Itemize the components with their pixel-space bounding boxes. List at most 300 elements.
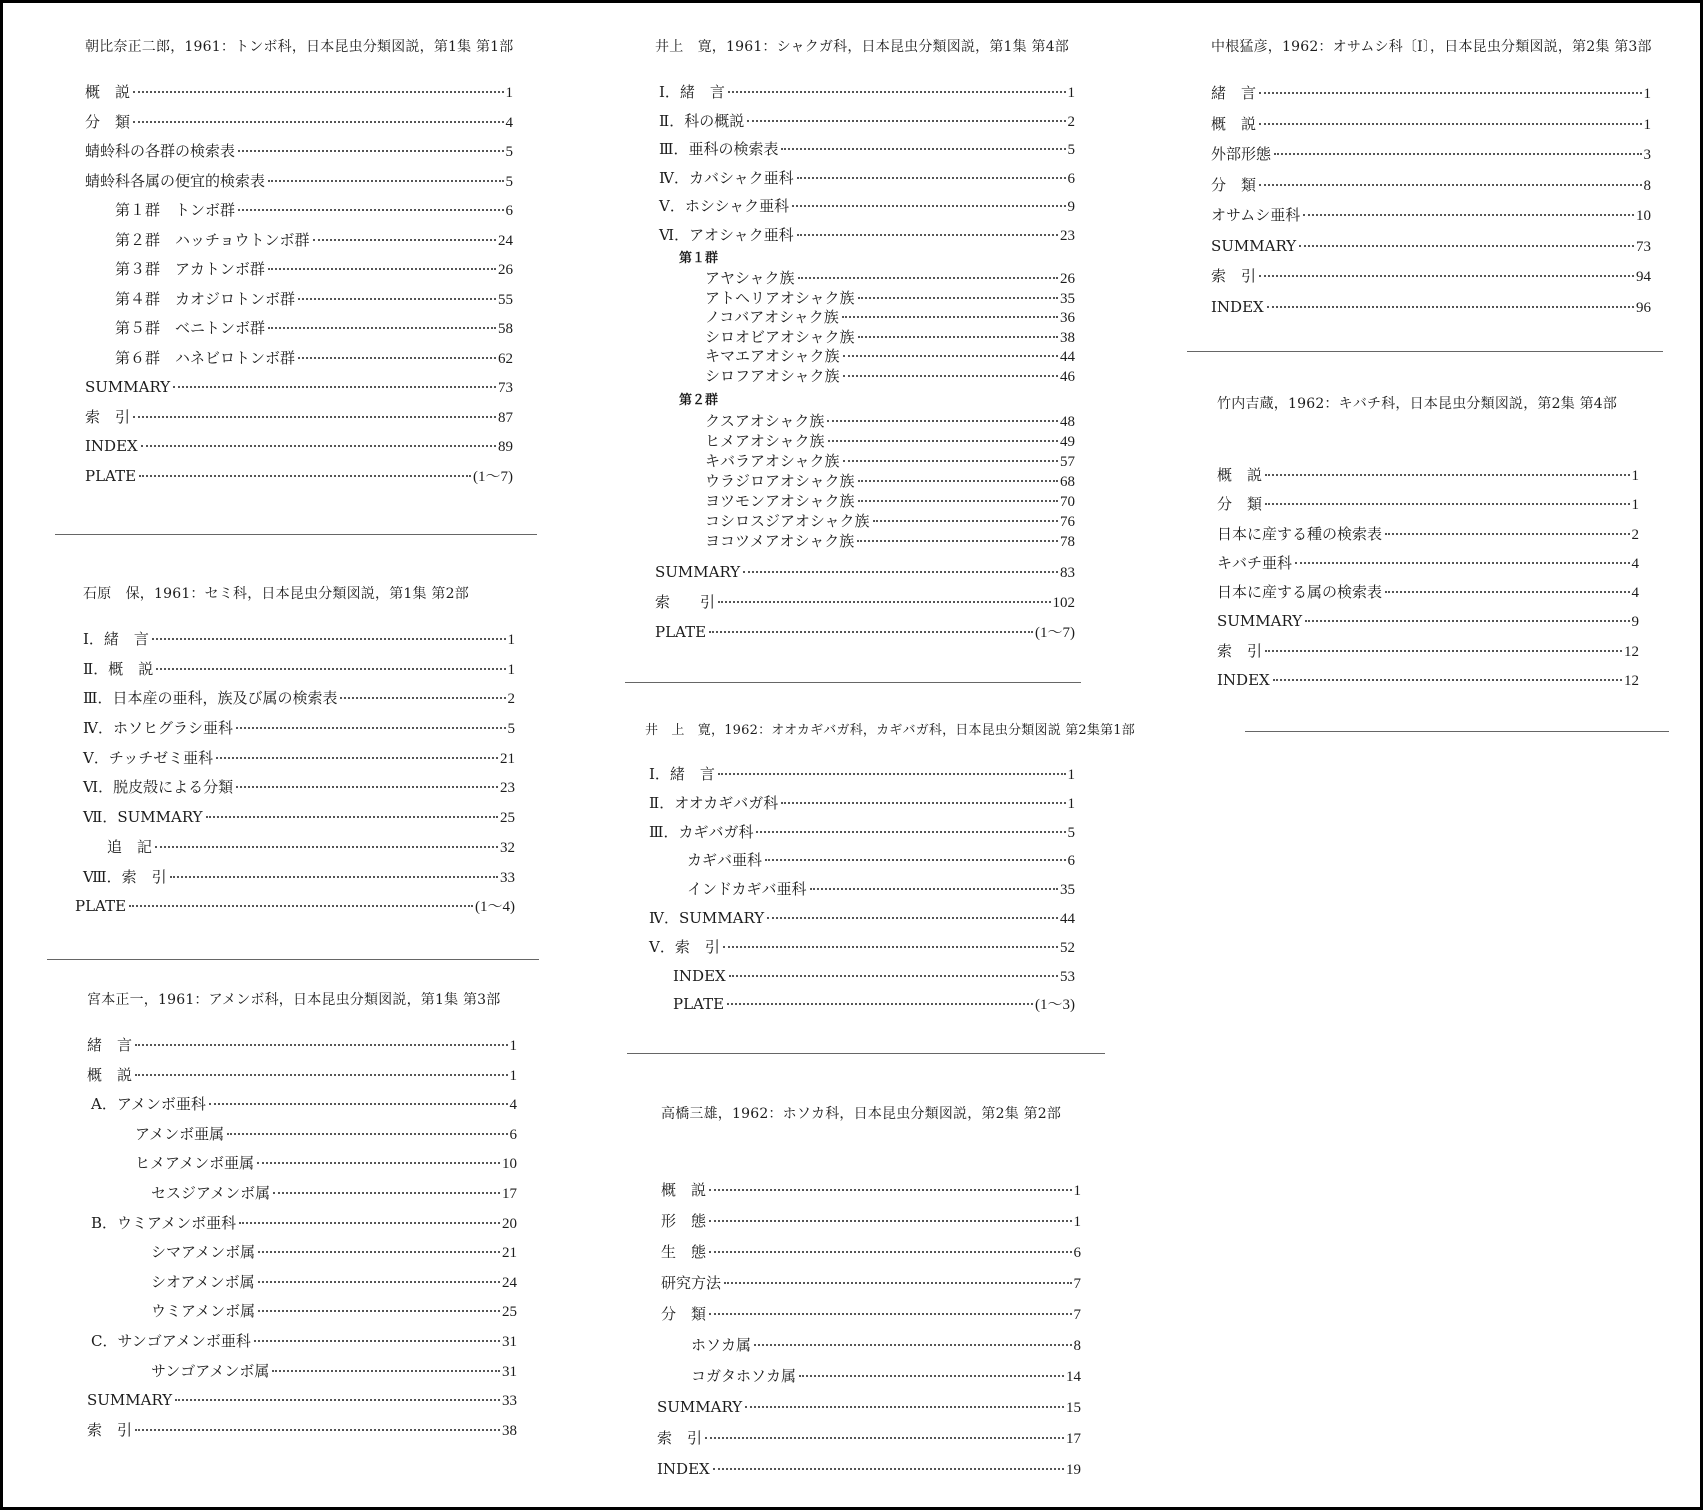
entry-page-number: 73 <box>498 380 513 396</box>
entry-page-number: 8 <box>1073 1338 1081 1354</box>
entry-label: Ⅵ．アオシャク亜科 <box>659 225 794 244</box>
dot-leader <box>756 831 1065 833</box>
entry-label: Ⅱ．概 説 <box>83 659 154 678</box>
divider-rule <box>55 534 537 535</box>
dot-leader <box>797 177 1066 179</box>
dot-leader <box>858 500 1058 502</box>
entry-label: コガタホソカ属 <box>691 1367 797 1385</box>
entry-page-number: 38 <box>1060 329 1075 346</box>
entry-label: 緒 言 <box>87 1036 133 1054</box>
toc-entry <box>645 990 1075 1019</box>
toc-header: 高橋三雄，1962：ホソカ科，日本昆虫分類図説，第2集 第2部 <box>661 1106 1062 1122</box>
toc-entry <box>85 137 513 167</box>
toc-entry <box>645 933 1075 962</box>
dot-leader <box>792 205 1065 207</box>
dot-leader <box>1265 474 1629 476</box>
dot-leader <box>1265 650 1622 652</box>
entry-page-number: 55 <box>498 291 513 308</box>
dot-leader <box>747 120 1065 122</box>
entry-page-number: 20 <box>502 1215 517 1232</box>
dot-leader <box>729 975 1058 977</box>
entry-label: ヨコツメアオシャク族 <box>705 531 855 550</box>
divider-rule <box>627 1053 1105 1054</box>
group-heading-1: 第１群 <box>679 251 719 266</box>
entry-label: Ⅰ．緒 言 <box>83 630 149 648</box>
dot-leader <box>313 239 496 241</box>
dot-leader <box>718 601 1050 603</box>
toc-header: 宮本正一，1961：アメンボ科，日本昆虫分類図説，第1集 第3部 <box>87 992 501 1008</box>
entry-page-number: 1 <box>1067 767 1075 783</box>
entry-label: シロオビアオシャク族 <box>705 327 855 346</box>
toc-entry <box>1211 109 1651 140</box>
entry-label: シマアメンボ属 <box>151 1243 256 1262</box>
dot-leader <box>728 91 1066 93</box>
toc-entry <box>87 1357 517 1387</box>
entry-label: Ⅳ．SUMMARY <box>649 908 765 927</box>
entry-page-number: 33 <box>500 869 515 886</box>
toc-entry <box>655 617 1075 647</box>
toc-entry <box>655 221 1075 250</box>
dot-leader <box>238 150 503 152</box>
dot-leader <box>843 460 1058 462</box>
entry-page-number: 1 <box>1631 468 1639 484</box>
group-heading-2: 第２群 <box>679 392 719 408</box>
dot-leader <box>1385 591 1629 593</box>
toc-entry <box>83 625 515 655</box>
dot-leader <box>257 1162 500 1164</box>
dot-leader <box>1299 245 1634 247</box>
entry-page-number: 70 <box>1060 493 1075 510</box>
entry-page-number: 76 <box>1060 513 1075 530</box>
toc-entry <box>645 904 1075 933</box>
toc-entry <box>85 462 513 492</box>
toc-entry <box>75 892 515 922</box>
toc-entry <box>655 411 1075 431</box>
toc-entry <box>655 192 1075 221</box>
entry-page-number: 62 <box>498 350 513 367</box>
entry-label: ホソカ属 <box>691 1336 752 1354</box>
toc-entry <box>655 107 1075 136</box>
toc-entry <box>655 269 1075 289</box>
dot-leader <box>156 668 505 670</box>
entry-label: 生 態 <box>661 1243 707 1261</box>
entry-page-number: 4 <box>1631 555 1639 572</box>
entry-page-number: 48 <box>1060 413 1075 430</box>
entry-label: 分 類 <box>85 112 131 131</box>
dot-leader <box>827 420 1058 422</box>
entry-label: アヤシャク族 <box>705 269 795 287</box>
toc-entry <box>655 431 1075 451</box>
toc-entry <box>655 347 1075 367</box>
entry-page-number: 9 <box>1067 199 1075 215</box>
toc-entry <box>661 1175 1081 1206</box>
entry-page-number: 26 <box>1060 271 1075 287</box>
entry-label: Ⅷ．索 引 <box>83 867 167 886</box>
dot-leader <box>743 571 1058 573</box>
entry-label: Ⅰ．緒 言 <box>659 83 725 101</box>
dot-leader <box>152 638 506 640</box>
dot-leader <box>709 1313 1071 1315</box>
dot-leader <box>1295 562 1629 564</box>
entry-label: 索 引 <box>657 1429 703 1447</box>
entry-page-number: 2 <box>507 691 515 708</box>
entry-page-number: 24 <box>502 1274 517 1291</box>
entry-label: ヒメアオシャク族 <box>705 431 825 450</box>
toc-entry <box>1217 666 1639 695</box>
dot-leader <box>709 1251 1071 1253</box>
dot-leader <box>258 1251 500 1253</box>
entry-page-number: 2 <box>1631 526 1639 543</box>
toc-entry <box>83 714 515 744</box>
entry-label: Ⅳ．ホソヒグラシ亜科 <box>83 719 233 738</box>
toc-entry <box>645 789 1075 818</box>
toc-entry <box>87 1209 517 1239</box>
dot-leader <box>258 1310 500 1312</box>
toc-header: 朝比奈正二郎，1961：トンボ科，日本昆虫分類図説，第1集 第1部 <box>85 39 514 55</box>
entry-page-number: 102 <box>1052 594 1075 611</box>
toc-entry <box>83 744 515 774</box>
entry-page-number: 87 <box>498 409 513 426</box>
entry-page-number: 3 <box>1643 147 1651 163</box>
dot-leader <box>209 1103 508 1105</box>
dot-leader <box>718 773 1066 775</box>
dot-leader <box>258 1281 500 1283</box>
toc-entry <box>1211 231 1651 262</box>
entry-label: Ⅴ．ホシシャク亜科 <box>659 197 790 215</box>
toc-entry <box>655 289 1075 309</box>
toc-entry <box>661 1299 1081 1330</box>
entry-page-number: 1 <box>1643 116 1651 133</box>
entry-label: 緒 言 <box>1211 84 1257 102</box>
dot-leader <box>754 1344 1071 1346</box>
entry-label: SUMMARY <box>1211 236 1297 255</box>
dot-leader <box>238 209 503 211</box>
toc-entry <box>87 1268 517 1298</box>
entry-page-number: 26 <box>498 262 513 278</box>
entry-label: コシロスジアオシャク族 <box>705 511 870 530</box>
entry-page-number: 2 <box>1067 113 1075 130</box>
dot-leader <box>1259 92 1641 94</box>
entry-label: 第６群 ハネビロトンボ群 <box>115 348 296 367</box>
dot-leader <box>810 888 1058 890</box>
dot-leader <box>765 859 1065 861</box>
entry-label: INDEX <box>657 1460 710 1478</box>
entry-label: PLATE <box>673 995 725 1014</box>
toc-panel-inoue-1961 <box>655 36 1075 647</box>
toc-entry <box>1217 637 1639 666</box>
entry-page-number: 5 <box>1067 142 1075 158</box>
dot-leader <box>798 277 1058 279</box>
entry-label: インドカギバ亜科 <box>687 880 807 899</box>
entry-label: 追 記 <box>107 837 153 856</box>
entry-page-number: 94 <box>1636 269 1651 285</box>
entry-label: Ⅴ．索 引 <box>649 937 720 956</box>
entry-label: 索 引 <box>85 407 131 426</box>
entry-label: PLATE <box>75 897 127 916</box>
entry-label: Ⅵ．脱皮殻による分類 <box>83 778 234 797</box>
entry-label: PLATE <box>655 622 707 641</box>
dot-leader <box>843 355 1058 357</box>
dot-leader <box>129 905 473 907</box>
dot-leader <box>1273 679 1622 681</box>
entry-label: PLATE <box>85 466 137 485</box>
toc-entry <box>645 875 1075 904</box>
entry-label: B．ウミアメンボ亜科 <box>91 1213 237 1232</box>
toc-entry <box>661 1361 1081 1392</box>
entry-label: Ⅲ．亜科の検索表 <box>659 140 779 158</box>
entry-page-number: 44 <box>1060 910 1075 927</box>
entry-label: 概 説 <box>87 1065 133 1084</box>
toc-header: 竹内吉蔵，1962：キバチ科，日本昆虫分類図説，第2集 第4部 <box>1217 396 1618 412</box>
toc-entry <box>85 167 513 197</box>
entry-page-number: 89 <box>498 439 513 455</box>
entry-label: INDEX <box>85 437 138 455</box>
entry-page-number: 7 <box>1073 1307 1081 1323</box>
entry-label: ヒメアメンボ亜属 <box>135 1154 255 1173</box>
entry-label: オサムシ亜科 <box>1211 206 1301 224</box>
entry-page-number: 5 <box>507 721 515 738</box>
toc-entry <box>1217 520 1639 549</box>
dot-leader <box>723 946 1058 948</box>
entry-label: 索 引 <box>87 1420 133 1439</box>
toc-panel-miyamoto <box>87 989 517 1445</box>
entry-label: 研究方法 <box>661 1274 722 1292</box>
toc-entry <box>661 1330 1081 1361</box>
entry-label: キマエアオシャク族 <box>705 347 840 366</box>
toc-entry <box>645 818 1075 847</box>
dot-leader <box>1259 123 1641 125</box>
dot-leader <box>133 91 503 93</box>
divider-rule <box>625 682 1081 683</box>
entry-page-number: 25 <box>502 1304 517 1321</box>
entry-page-number: 21 <box>502 1245 517 1262</box>
entry-label: アメンボ亜属 <box>135 1124 225 1143</box>
dot-leader <box>858 297 1058 299</box>
entry-label: 索 引 <box>1211 267 1257 285</box>
toc-entry <box>655 135 1075 164</box>
dot-leader <box>857 540 1058 542</box>
dot-leader <box>709 631 1033 633</box>
toc-entry <box>83 833 515 863</box>
toc-entry <box>83 684 515 714</box>
dot-leader <box>268 180 503 182</box>
entry-page-number: (1～4) <box>475 899 515 916</box>
entry-label: 第５群 ベニトンボ群 <box>115 319 266 337</box>
dot-leader <box>236 786 498 788</box>
toc-entry <box>87 1179 517 1209</box>
toc-panel-ishihara <box>75 583 515 922</box>
entry-label: 概 説 <box>85 83 131 101</box>
divider-rule <box>1187 351 1663 352</box>
entry-label: キバラアオシャク族 <box>705 451 840 470</box>
toc-entry <box>661 1206 1081 1237</box>
toc-entry <box>657 1454 1081 1485</box>
entry-label: 第３群 アカトンボ群 <box>115 260 265 278</box>
toc-entry <box>645 962 1075 991</box>
entry-page-number: 73 <box>1636 238 1651 255</box>
entry-page-number: 1 <box>1067 85 1075 101</box>
entry-label: 索 引 <box>1217 641 1263 660</box>
toc-entry <box>655 328 1075 348</box>
toc-entry <box>87 1061 517 1091</box>
entry-page-number: 6 <box>1073 1245 1081 1261</box>
dot-leader <box>705 1437 1064 1439</box>
dot-leader <box>340 697 505 699</box>
divider-rule <box>47 959 539 960</box>
entry-page-number: 5 <box>505 144 513 160</box>
entry-label: カギバ亜科 <box>687 851 763 870</box>
entry-page-number: 1 <box>1643 86 1651 102</box>
dot-leader <box>216 757 498 759</box>
toc-entry <box>655 78 1075 107</box>
dot-leader <box>781 148 1065 150</box>
entry-page-number: 21 <box>500 750 515 767</box>
dot-leader <box>713 1468 1064 1470</box>
entry-label: 分 類 <box>1217 495 1263 514</box>
entry-label: INDEX <box>673 966 726 985</box>
toc-entry <box>661 1268 1081 1299</box>
entry-label: 概 説 <box>661 1181 707 1199</box>
entry-label: サンゴアメンボ属 <box>151 1361 270 1380</box>
entry-page-number: 8 <box>1643 177 1651 194</box>
toc-entry <box>655 451 1075 471</box>
dot-leader <box>133 121 503 123</box>
entry-page-number: 23 <box>500 780 515 797</box>
entry-label: 概 説 <box>1217 466 1263 484</box>
dot-leader <box>141 445 496 447</box>
toc-header: 井上 寛，1961：シャクガ科，日本昆虫分類図説，第1集 第4部 <box>655 39 1070 55</box>
entry-page-number: 31 <box>502 1363 517 1380</box>
entry-label: 日本に産する種の検索表 <box>1217 524 1383 543</box>
entry-label: 蜻蛉科各属の便宜的検索表 <box>85 171 266 190</box>
toc-entry <box>85 373 513 403</box>
dot-leader <box>298 298 496 300</box>
entry-page-number: 10 <box>1636 208 1651 224</box>
entry-page-number: 9 <box>1631 614 1639 631</box>
entry-label: INDEX <box>1211 297 1264 316</box>
toc-entry <box>87 1120 517 1150</box>
dot-leader <box>135 1429 500 1431</box>
toc-entry <box>661 1237 1081 1268</box>
dot-leader <box>781 802 1065 804</box>
dot-leader <box>133 416 496 418</box>
entry-label: 分 類 <box>661 1305 707 1323</box>
entry-page-number: 1 <box>1631 497 1639 514</box>
entry-page-number: 44 <box>1060 349 1075 366</box>
entry-page-number: 32 <box>500 839 515 856</box>
toc-entry <box>1211 292 1651 323</box>
toc-entry <box>657 1423 1081 1454</box>
dot-leader <box>873 520 1058 522</box>
entry-label: 蜻蛉科の各群の検索表 <box>85 142 236 160</box>
dot-leader <box>170 876 498 878</box>
dot-leader <box>1385 533 1629 535</box>
entry-page-number: (1～3) <box>1035 997 1075 1014</box>
entry-page-number: 83 <box>1060 564 1075 581</box>
toc-entry <box>1211 170 1651 201</box>
entry-label: アトヘリアオシャク族 <box>705 288 855 307</box>
dot-leader <box>175 1399 500 1401</box>
toc-entry <box>1217 607 1639 636</box>
entry-page-number: 1 <box>1073 1183 1081 1199</box>
toc-entry <box>87 1149 517 1179</box>
toc-entry <box>1211 261 1651 292</box>
toc-panel-asahina <box>85 36 513 491</box>
toc-entry <box>87 1297 517 1327</box>
entry-label: SUMMARY <box>655 562 741 581</box>
toc-entry <box>655 308 1075 328</box>
toc-entry <box>87 1031 517 1061</box>
entry-page-number: 4 <box>1631 585 1639 602</box>
entry-page-number: 19 <box>1066 1462 1081 1478</box>
toc-entry <box>1211 78 1651 109</box>
entry-label: 分 類 <box>1211 175 1257 194</box>
dot-leader <box>254 1340 500 1342</box>
entry-page-number: 1 <box>1073 1214 1081 1230</box>
toc-entry <box>85 226 513 256</box>
toc-entry <box>655 511 1075 531</box>
entry-page-number: 6 <box>1067 170 1075 187</box>
entry-label: ノコバアオシャク族 <box>705 308 839 327</box>
entry-label: C．サンゴアメンボ亜科 <box>91 1331 251 1350</box>
toc-entry <box>87 1327 517 1357</box>
toc-entry <box>87 1090 517 1120</box>
entry-label: 第２群 ハッチョウトンボ群 <box>115 230 310 249</box>
toc-panel-nakane <box>1211 36 1651 322</box>
toc-entry <box>85 403 513 433</box>
entry-label: INDEX <box>1217 671 1270 690</box>
toc-entry <box>657 1392 1081 1423</box>
entry-page-number: 23 <box>1060 227 1075 244</box>
toc-panel-takeuchi <box>1217 393 1639 695</box>
entry-label: SUMMARY <box>87 1391 173 1410</box>
dot-leader <box>858 336 1058 338</box>
dot-leader <box>1274 153 1641 155</box>
dot-leader <box>1259 275 1634 277</box>
entry-page-number: 31 <box>502 1333 517 1350</box>
toc-entry <box>655 531 1075 551</box>
entry-label: SUMMARY <box>1217 612 1303 631</box>
toc-entry <box>655 587 1075 617</box>
toc-entry <box>1217 578 1639 607</box>
toc-entry <box>85 314 513 344</box>
entry-label: Ⅲ．カギバガ科 <box>649 822 754 841</box>
dot-leader <box>1259 184 1641 186</box>
dot-leader <box>173 386 496 388</box>
toc-panel-inoue-1962 <box>645 719 1135 1019</box>
dot-leader <box>298 357 496 359</box>
toc-entry <box>1211 200 1651 231</box>
entry-label: キバチ亜科 <box>1217 553 1293 572</box>
entry-page-number: (1～7) <box>1035 624 1075 641</box>
entry-page-number: 52 <box>1060 939 1075 956</box>
entry-label: Ⅴ．チッチゼミ亜科 <box>83 748 214 767</box>
dot-leader <box>206 816 498 818</box>
entry-label: SUMMARY <box>85 378 171 396</box>
toc-entry <box>655 491 1075 511</box>
entry-page-number: 1 <box>505 85 513 101</box>
entry-page-number: 96 <box>1636 299 1651 316</box>
divider-rule <box>1245 731 1669 732</box>
entry-page-number: 6 <box>509 1126 517 1143</box>
entry-page-number: 78 <box>1060 533 1075 550</box>
toc-entry <box>1211 139 1651 170</box>
toc-entry <box>85 78 513 108</box>
entry-label: シオアメンボ属 <box>151 1272 255 1291</box>
entry-label: A．アメンボ亜科 <box>91 1095 206 1114</box>
toc-header: 石原 保，1961：セミ科，日本昆虫分類図説，第1集 第2部 <box>83 586 469 602</box>
dot-leader <box>135 1074 507 1076</box>
